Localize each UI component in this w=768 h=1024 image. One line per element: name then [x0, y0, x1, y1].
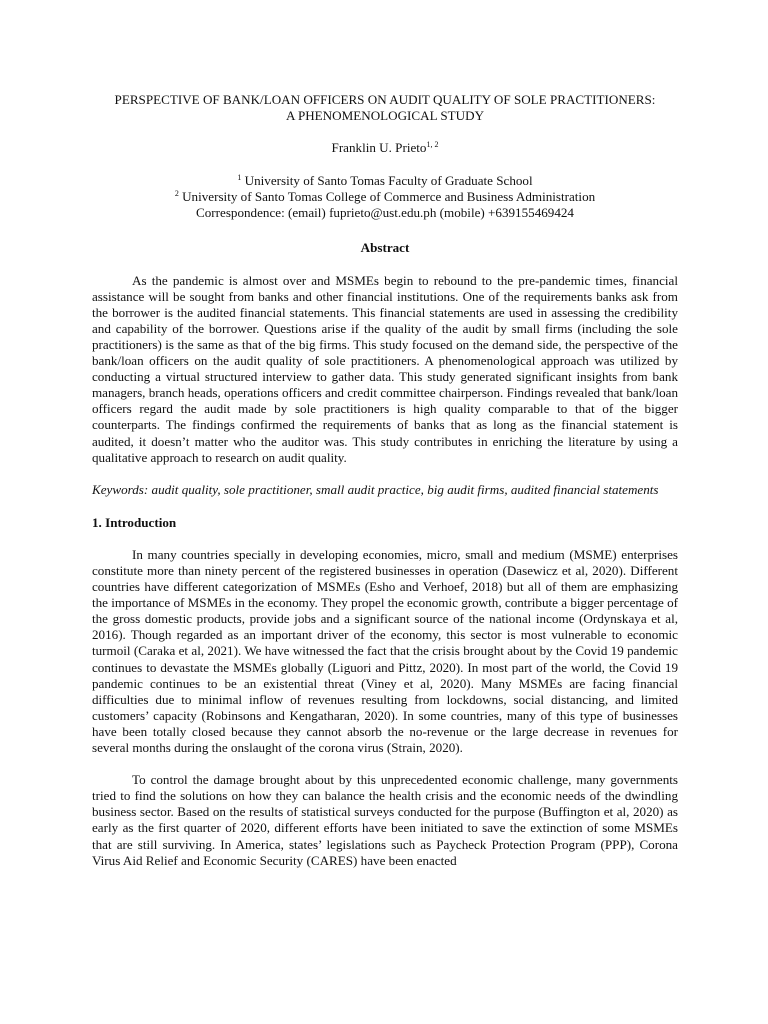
affiliation-1-text: University of Santo Tomas Faculty of Graduate School — [241, 172, 533, 188]
keywords: Keywords: audit quality, sole practitioner, small audit practice, big audit firms, audited financial statements — [92, 481, 659, 497]
paper-page — [92, 92, 678, 869]
author-line — [92, 140, 678, 156]
intro-paragraph-2: To control the damage brought about by this unprecedented economic challenge, many governments tried to find the solutions on how they can balance the health crisis and the economic needs of the dwindling business sector. Based on the results of statistical surveys conducted for the purpose (Buffington et al, 2020) as early as the first quarter of 2020, different efforts have been initiated to save the extinction of some MSMEs that are still surviving. In America, states’ legislations such as Paycheck Protection Program (PPP), Corona Virus Aid Relief and Economic Security (CARES) have been enacted — [92, 772, 678, 868]
paper-title — [92, 92, 678, 124]
title-line-2: A PHENOMENOLOGICAL STUDY — [285, 108, 485, 124]
affiliation-1-mark: 1 — [237, 172, 242, 182]
affiliation-2-text: University of Santo Tomas College of Commerce and Business Administration — [178, 188, 596, 204]
affiliation-2-mark: 2 — [174, 188, 179, 198]
correspondence: Correspondence: (email) fuprieto@ust.edu.ph (mobile) +639155469424 — [196, 204, 574, 220]
abstract-text: As the pandemic is almost over and MSMEs begin to rebound to the pre-pandemic times, financial assistance will be sought from banks and other financial institutions. One of the requirements banks ask from the borrower is the audited financial statements. This financial statements are used in assessing the credibility and capability of the borrower. Questions arise if the quality of the audit by small firms (including the sole practitioners) is the same as that of the big firms. This study focused on the demand side, the perspective of the bank/loan officers on the audit quality of sole practitioners. A phenomenological approach was utilized by conducting a virtual structured interview to gather data. This study generated significant insights from bank managers, branch heads, operations officers and credit committee chairperson. Findings revealed that bank/loan officers regard the audit made by sole practitioners is high quality comparable to that of the bigger counterparts. The findings confirmed the requirements of banks that as long as the financial statement is audited, it doesn’t matter who the auditor was. This study contributes in enriching the literature by using a qualitative approach to research on audit quality. — [92, 272, 678, 465]
author-affiliation-marks: 1, 2 — [426, 140, 439, 150]
affiliation-2 — [92, 189, 678, 205]
title-line-1: PERSPECTIVE OF BANK/LOAN OFFICERS ON AUDIT QUALITY OF SOLE PRACTITIONERS: — [114, 92, 656, 107]
section-heading-introduction: 1. Introduction — [92, 514, 177, 530]
affiliations — [92, 173, 678, 221]
intro-paragraph-1: In many countries specially in developing economies, micro, small and medium (MSME) enterprises constitute more than ninety percent of the registered businesses in operation (Dasewicz et al, 2020). Different countries have different categorization of MSMEs (Esho and Verhoef, 2018) but all of them are emphasizing the importance of MSMEs in the economy. They propel the economic growth, contribute a bigger percentage of the gross domestic products, provide jobs and a significant source of the national income (Ordynskaya et al, 2016). Though regarded as an important driver of the economy, this sector is most vulnerable to economic turmoil (Caraka et al, 2021). We have witnessed the fact that the crisis brought about by the Covid 19 pandemic continues to devastate the MSMEs globally (Liguori and Pittz, 2020). In most part of the world, the Covid 19 pandemic continues to be an existential threat (Viney et al, 2020). Many MSMEs are facing financial difficulties due to minimal inflow of revenues resulting from lockdowns, social distancing, and limited customers’ capacity (Robinsons and Kengatharan, 2020). In some countries, many of this type of businesses have been totally closed because they cannot absorb the no-revenue or the large decrease in revenues for several months during the onslaught of the corona virus (Strain, 2020). — [92, 546, 678, 756]
author-name: Franklin U. Prieto — [331, 140, 427, 156]
abstract-heading: Abstract — [360, 239, 410, 255]
affiliation-1 — [92, 173, 678, 189]
